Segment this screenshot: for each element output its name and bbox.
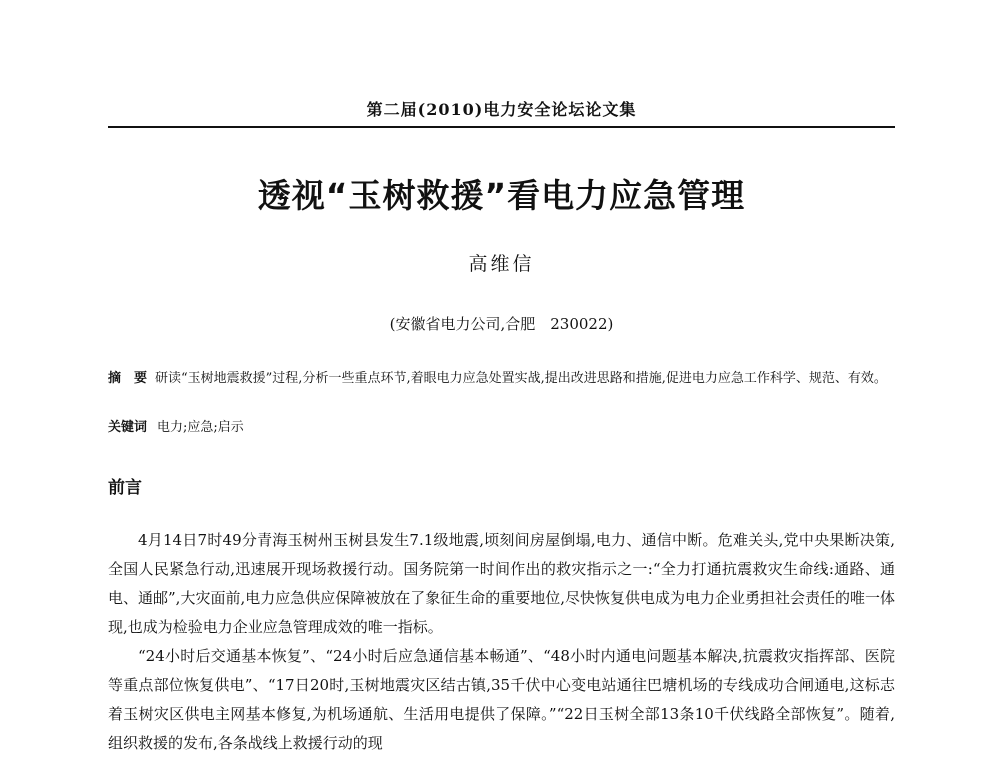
keywords [108, 417, 895, 439]
paragraph: 4月14日7时49分青海玉树州玉树县发生7.1级地震,顷刻间房屋倒塌,电力、通信中断。危难关头,党中央果断决策,全国人民紧急行动,迅速展开现场救援行动。国务院第一时间作出的救灾指示之一:“全力打通抗震救灾生命线:通路、通电、通邮”,大灾面前,电力应急供应保障被放在了象征生命的重要地位,尽快恢复供电成为电力企业勇担社会责任的唯一体现,也成为检验电力企业应急管理成效的唯一指标。 [108, 531, 895, 636]
header-rule [108, 126, 895, 128]
paragraph: “24小时后交通基本恢复”、“24小时后应急通信基本畅通”、“48小时内通电问题基本解决,抗震救灾指挥部、医院等重点部位恢复供电”、“17日20时,玉树地震灾区结古镇,35千伏中心变电站通往巴塘机场的专线成功合闸通电,这标志着玉树灾区供电主网基本修复,为机场通航、生活用电提供了保障。”“22日玉树全部13条10千伏线路全部恢复”。随着,组织救援的发布,各条战线上救援行动的现 [108, 647, 895, 752]
running-header: 第二届(2010)电力安全论坛论文集 [366, 100, 637, 119]
author-affiliation: (安徽省电力公司,合肥 230022) [389, 315, 614, 333]
keywords-label: 关键词 [108, 420, 148, 435]
abstract [108, 368, 895, 390]
keywords-text: 电力;应急;启示 [157, 420, 244, 435]
section-heading: 前言 [108, 478, 142, 498]
abstract-text: 研读“玉树地震救援”过程,分析一些重点环节,着眼电力应急处置实战,提出改进思路和措施,促进电力应急工作科学、规范、有效。 [155, 371, 887, 386]
abstract-label: 摘 要 [108, 371, 148, 386]
paper-title: 透视“玉树救援”看电力应急管理 [257, 176, 746, 215]
body-text [108, 526, 895, 758]
author-name: 高维信 [468, 253, 535, 275]
